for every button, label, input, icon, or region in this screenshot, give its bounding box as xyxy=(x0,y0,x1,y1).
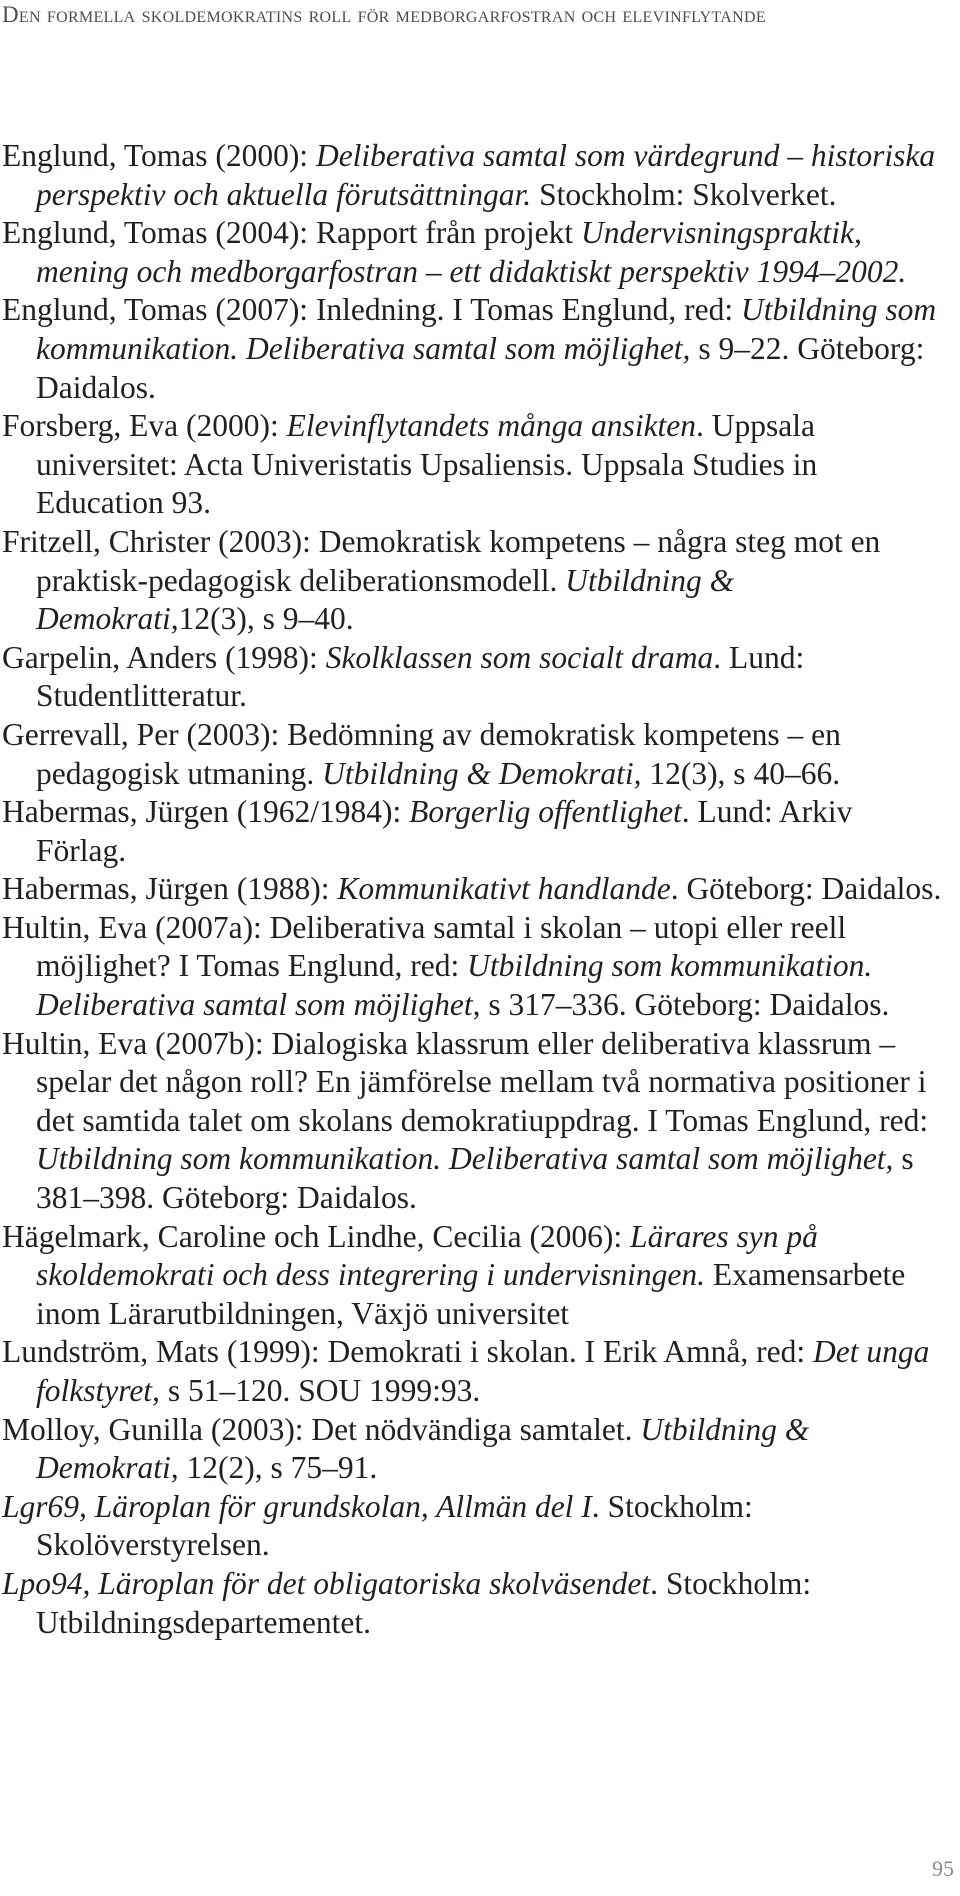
reference-title-italic: Lpo94, Läroplan för det obligatoriska skolväsendet xyxy=(2,1565,651,1601)
reference-title-italic: Utbildning som kommunikation. Deliberativa samtal som möjlighet, xyxy=(36,1141,894,1177)
reference-entry xyxy=(2,137,947,214)
reference-text: Habermas, Jürgen (1962/1984): xyxy=(2,794,410,830)
reference-text: s 51–120. SOU 1999:93. xyxy=(159,1373,481,1408)
reference-title-italic: Det unga folkstyret, xyxy=(36,1334,930,1408)
reference-text: Englund, Tomas (2000): xyxy=(2,138,316,173)
reference-title-italic: Elevinflytandets många ansikten xyxy=(286,408,697,444)
reference-entry xyxy=(2,1565,947,1642)
running-head: Den formella skoldemokratins roll för medborgarfostran och elevinflytande xyxy=(2,2,766,27)
reference-title-italic: Skolklassen som socialt drama xyxy=(325,639,714,675)
reference-text: . Lund: Arkiv Förlag. xyxy=(36,794,853,868)
reference-text: Forsberg, Eva (2000): xyxy=(2,408,287,444)
reference-text: Hultin, Eva (2007a): Deliberativa samtal i skolan – utopi eller reell möjlighet? I Tomas Englund, red: xyxy=(2,909,847,984)
reference-title-italic: Lärares syn på skoldemokrati och dess integrering i undervisningen. xyxy=(36,1218,818,1293)
reference-text: Fritzell, Christer (2003): Demokratisk kompetens – några steg mot en praktisk-pedagogisk deliberationsmodell. xyxy=(2,523,881,598)
reference-entry xyxy=(2,793,947,870)
page-number: 95 xyxy=(932,1856,954,1881)
reference-title-italic: Kommunikativt handlande xyxy=(337,871,671,907)
reference-entry xyxy=(2,870,947,909)
reference-text: . Uppsala universitet: Acta Univeristatis Upsaliensis. Uppsala Studies in Education 93. xyxy=(36,408,818,521)
reference-entry xyxy=(2,1025,947,1218)
reference-list xyxy=(2,137,947,1642)
reference-title-italic: Utbildning & Demokrati, xyxy=(36,1411,810,1486)
reference-text: . Stockholm: Utbildningsdepartementet. xyxy=(36,1565,812,1640)
reference-text: Lundström, Mats (1999): Demokrati i skolan. I Erik Amnå, red: xyxy=(2,1334,813,1370)
reference-title-italic: Utbildning & Demokrati, xyxy=(36,562,735,637)
reference-entry xyxy=(2,523,947,639)
reference-entry xyxy=(2,291,947,407)
reference-text: 12(3), s 9–40. xyxy=(178,601,354,637)
reference-entry xyxy=(2,214,947,291)
reference-text: 12(2), s 75–91. xyxy=(178,1450,378,1486)
reference-title-italic: Borgerlig offentlighet xyxy=(409,794,682,830)
reference-text: Habermas, Jürgen (1988): xyxy=(2,871,338,907)
reference-text: . Stockholm: Skolöverstyrelsen. xyxy=(36,1488,753,1563)
reference-title-italic: Undervisningspraktik, mening och medborgarfostran – ett didaktiskt perspektiv 1994–2002. xyxy=(36,215,907,289)
reference-text: Garpelin, Anders (1998): xyxy=(2,639,326,675)
reference-entry xyxy=(2,716,947,793)
reference-text: s 9–22. Göteborg: Daidalos. xyxy=(36,330,925,405)
reference-title-italic: Utbildning som kommunikation. Deliberativa samtal som möjlighet, xyxy=(36,292,937,366)
reference-entry xyxy=(2,909,947,1025)
reference-entry xyxy=(2,1218,947,1334)
reference-text: Englund, Tomas (2007): Inledning. I Tomas Englund, red: xyxy=(2,292,741,328)
reference-text: Hägelmark, Caroline och Lindhe, Cecilia (2006): xyxy=(2,1218,631,1254)
reference-text: Molloy, Gunilla (2003): Det nödvändiga samtalet. xyxy=(2,1411,641,1447)
reference-entry xyxy=(2,1333,947,1410)
reference-text: Stockholm: Skolverket. xyxy=(531,176,837,212)
reference-text: 12(3), s 40–66. xyxy=(641,755,841,791)
reference-title-italic: Utbildning som kommunikation. Deliberativa samtal som möjlighet xyxy=(36,948,873,1023)
reference-text: Englund, Tomas (2004): Rapport från projekt xyxy=(2,215,581,251)
reference-title-italic: Deliberativa samtal som värdegrund – historiska perspektiv och aktuella förutsättningar. xyxy=(36,138,936,212)
reference-text: Gerrevall, Per (2003): Bedömning av demokratisk kompetens – en pedagogisk utmaning. xyxy=(2,716,841,791)
reference-title-italic: Lgr69, Läroplan för grundskolan, Allmän del I xyxy=(2,1488,592,1524)
reference-text: . Lund: Studentlitteratur. xyxy=(36,639,805,714)
reference-title-italic: Utbildning & Demokrati, xyxy=(322,755,642,791)
reference-entry xyxy=(2,407,947,523)
reference-entry xyxy=(2,1411,947,1488)
reference-entry xyxy=(2,639,947,716)
reference-entry xyxy=(2,1488,947,1565)
reference-text: s 381–398. Göteborg: Daidalos. xyxy=(36,1141,914,1216)
reference-text: . Göteborg: Daidalos. xyxy=(670,871,942,907)
reference-text: , s 317–336. Göteborg: Daidalos. xyxy=(472,987,890,1023)
reference-text: Hultin, Eva (2007b): Dialogiska klassrum eller deliberativa klassrum – spelar det någon roll? En jämförelse mellam två normativa positioner i det samtida talet om skolans demokratiuppdrag. I Tomas Englund, red: xyxy=(2,1025,929,1138)
reference-text: Examensarbete inom Lärarutbildningen, Växjö universitet xyxy=(36,1257,906,1331)
